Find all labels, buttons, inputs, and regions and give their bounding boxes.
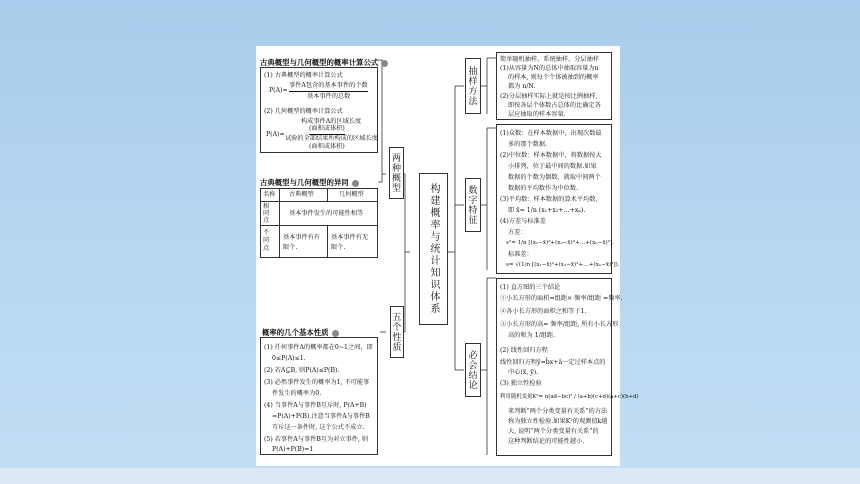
conclusion-line: (1) 直方图的三个结论 [500,284,561,291]
formula-denominator: 试验的全部结果所构成的区域长度 [285,135,378,142]
properties-box [260,337,378,455]
conclusion-line: ②各小长方形的面积之和等于1. [500,308,587,315]
sampling-line: 的样本, 则每个个体被抽到的概率 [508,74,599,81]
conclusion-line: (3) 独立性检验 [500,380,542,387]
branch-two-models [389,147,404,199]
comparison-table [260,188,378,258]
comparison-heading [260,177,359,188]
property-line: P(A)+P(B)=1 [272,446,314,453]
sampling-line: 层应抽取的样本容量. [508,111,566,118]
table-header-cell: 名称 [263,191,276,198]
row-label-diff: 不同点 [263,229,270,252]
conclusions-box [496,278,639,456]
feature-line: (1)众数：在样本数据中，出现次数最 [500,130,602,137]
table-header-cell: 古典概型 [289,191,314,198]
feature-line: 数据的平均数作为中位数. [508,185,579,192]
formula-denominator: 基本事件的总数 [307,93,351,100]
feature-line: (3)平均数：样本数据的算术平均数, [500,196,598,203]
row-diff-classical: 基本事件有有限个. [283,234,321,251]
sampling-box [496,52,612,120]
formula-line: (2) 几何概型的概率计算公式 [264,108,343,115]
feature-line: 标准差： [508,251,533,258]
comparison-heading-text: 古典概型与几何概型的异同 [260,178,349,187]
branch-digital-features [465,178,481,232]
property-line: (1) 任何事件A的概率都在0~1之间，即 [264,344,373,351]
feature-line: 多的那个数据. [508,141,548,148]
conclusion-line: 这种判断结论的可能性越小. [508,438,585,445]
circle-badge-icon [352,180,359,187]
conclusion-line: (2) 线性回归方程 [500,347,548,354]
conclusion-line: 中心(x̄, ȳ). [508,369,539,376]
circle-badge-icon [381,60,388,67]
feature-line: s²= 1/n [(x₁−x̄)²+(x₂−x̄)²+…+(xₙ−x̄)²]. [506,240,614,246]
classical-formula-box [260,67,378,153]
feature-line: 小排列，位于最中间的数据.如果 [508,163,597,170]
property-line: =P(A)+P(B).注意当事件A与事件B [272,413,370,420]
row-same-text: 基本事件发生的可能性相等 [289,210,364,217]
center-label: 构建概率与统计知识体系 [428,183,439,315]
branch-digital-features-label: 数字特征 [467,185,478,225]
property-line: 互斥这一条件时, 这个公式不成立. [272,424,365,431]
sampling-line: (1)从容量为N的总体中抽取容量为n [500,65,599,72]
branch-two-models-label: 两种概型 [391,153,401,193]
conclusion-line: 利用随机变量K²= n(ad−bc)² / (a+b)(c+d)(a+c)(b+d) [500,394,639,400]
conclusion-line: 称为独立性检验.如果K²的观测值k越 [508,418,608,425]
branch-sampling-label: 抽样方法 [467,66,478,106]
property-line: (3) 必然事件发生的概率为1, 不可能事 [264,379,370,386]
feature-line: s= √(1/n [(x₁−x̄)²+(x₂−x̄)²+…+(xₙ−x̄)²]). [506,262,620,268]
formula-denominator: (面积或体积) [309,143,345,150]
branch-five-props [390,306,404,358]
feature-line: 数据的个数为偶数，就取中间两个 [508,174,601,181]
property-line: 0≤P(A)≤1. [272,355,306,362]
formula-numerator: 事件A包含的基本事件的个数 [289,81,368,92]
sampling-line: 简单随机抽样、系统抽样、分层抽样 [500,56,599,63]
sampling-line: (2)分层抽样实际上就是按比例抽样, [500,93,598,100]
formula-line: P(A)= [269,87,288,94]
feature-line: 即 x̄= 1/n (x₁+x₂+…+xₙ). [508,207,586,214]
conclusion-line: 来判断“两个分类变量有关系”的方法 [508,408,608,415]
properties-heading-text: 概率的几个基本性质 [262,328,329,337]
bottom-bar [0,468,860,484]
conclusion-line: 线性回归方程ŷ=b̂x+â一定过样本点的 [500,359,606,366]
branch-sampling [465,58,481,114]
sampling-line: 即按各层个体数占总体的比确定各 [508,102,601,109]
formula-numerator: (面积或体积) [309,124,345,135]
row-label-same: 相同点 [263,203,270,224]
table-header-cell: 几何概型 [339,191,364,198]
circle-badge-icon [332,330,339,337]
branch-conclusions [465,343,481,397]
property-line: (5) 若事件A与事件B互为对立事件, 则 [264,436,369,443]
formula-line: P(A)= [266,131,285,138]
feature-line: (4)方差与标准差 [500,218,546,225]
formula-numerator: 构成事件A的区域长度 [301,118,362,125]
feature-line: (2)中位数：样本数据中，将数据按大 [500,152,602,159]
sampling-line: 都为 n/N. [508,83,536,90]
center-node [419,173,448,325]
row-diff-geometric: 基本事件有无限个. [331,234,369,251]
classical-formula-heading-text: 古典概型与几何概型的概率计算公式 [260,58,379,67]
feature-line: 方差： [508,229,527,236]
branch-five-props-label: 五个性质 [391,312,402,352]
conclusion-line: 大, 说明“两个分类变量有关系”的 [508,428,599,435]
property-line: 件发生的概率为0. [272,390,322,397]
branch-conclusions-label: 必会结论 [467,350,478,390]
property-line: (2) 若A⊆B, 则P(A)≤P(B). [264,367,340,374]
formula-line: (1) 古典概型的概率计算公式 [264,72,343,79]
property-line: (4) 当事件A与事件B互斥时, P(A+B) [264,402,367,409]
conclusion-line: ③小长方形的高= 频率/组距, 所有小长方形 [500,321,619,328]
features-box [496,124,620,274]
conclusion-line: 高的和为 1/组距. [508,332,556,339]
conclusion-line: ①小长方形的面积=组距× 频率/组距 =频率. [500,295,623,302]
